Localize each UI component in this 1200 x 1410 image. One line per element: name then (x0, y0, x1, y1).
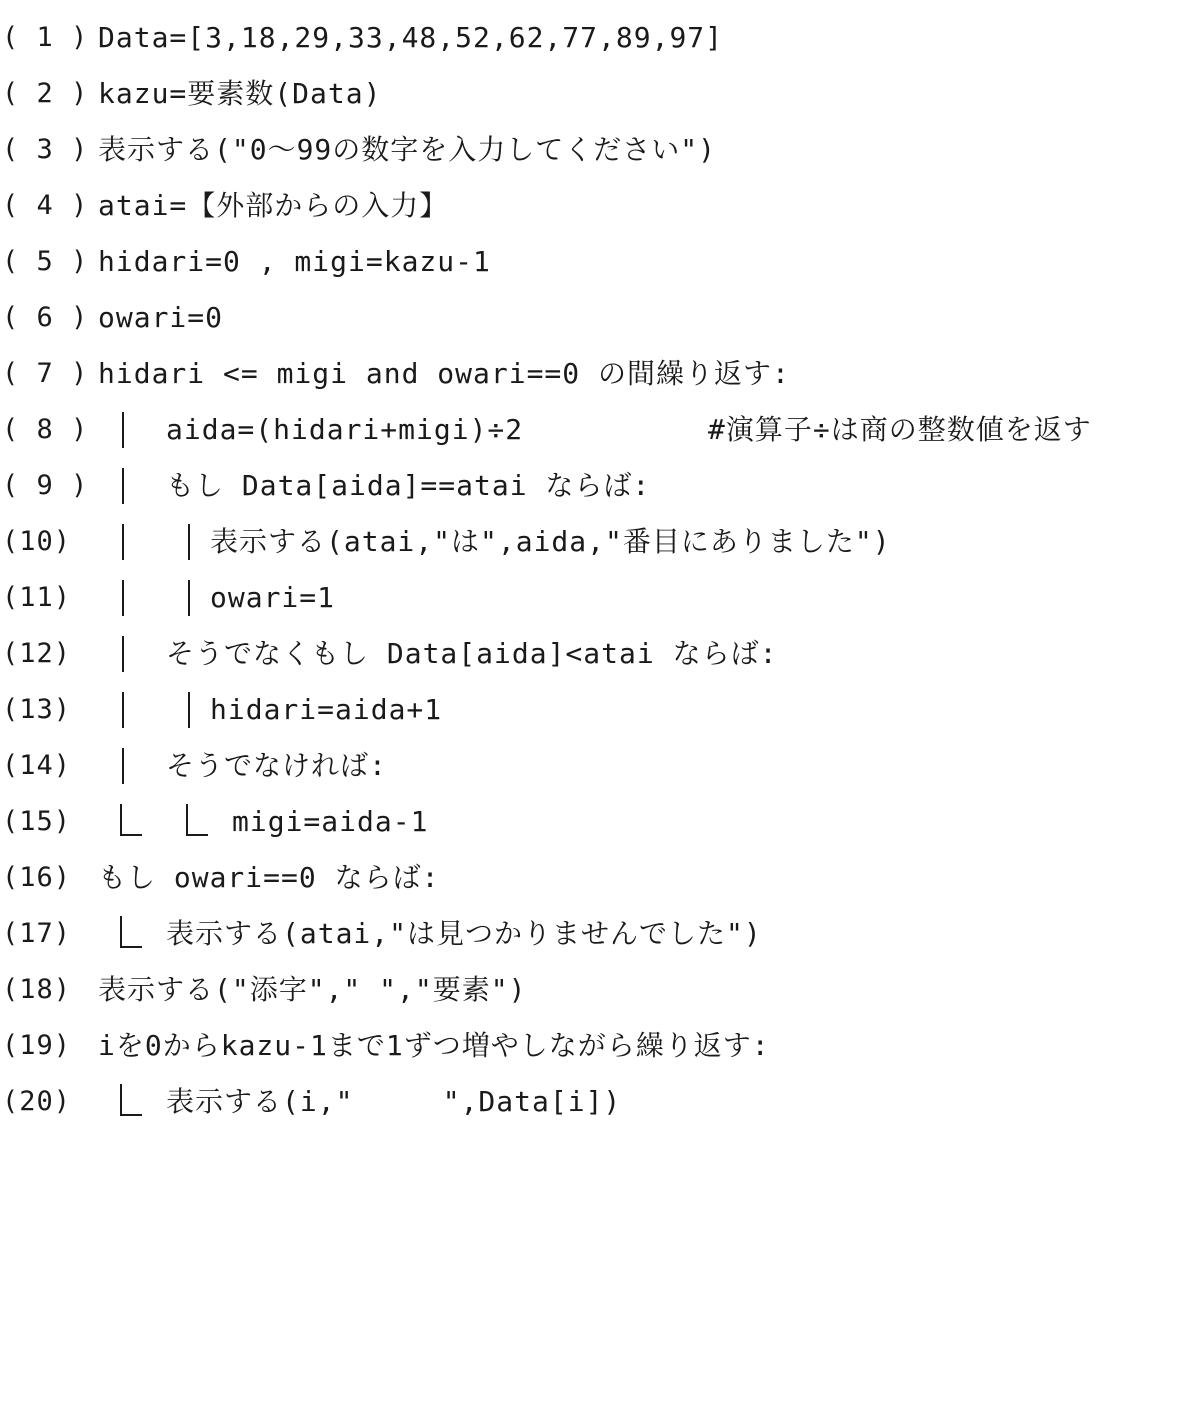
block-end-corner (120, 946, 142, 948)
code-text: もし Data[aida]==atai ならば: (166, 469, 651, 502)
code-text: owari=1 (210, 581, 336, 614)
code-text: 表示する("0〜99の数字を入力してください") (98, 133, 717, 166)
code-text: もし owari==0 ならば: (98, 861, 440, 894)
code-text: migi=aida-1 (232, 805, 429, 838)
code-text: iを0からkazu-1まで1ずつ増やしながら繰り返す: (98, 1029, 770, 1062)
code-line-14 (0, 738, 1200, 794)
block-end-corner (120, 916, 122, 946)
code-line-12 (0, 626, 1200, 682)
indent-bar (188, 692, 190, 728)
code-line-17 (0, 906, 1200, 962)
indent-bar (188, 580, 190, 616)
line-number: (12) (2, 638, 72, 669)
code-line-6 (0, 290, 1200, 346)
line-number: (15) (2, 806, 72, 837)
line-number: ( 3 ) (2, 134, 89, 165)
block-end-corner (120, 1114, 142, 1116)
code-text: hidari=aida+1 (210, 693, 443, 726)
line-number: ( 8 ) (2, 414, 89, 445)
line-number: (17) (2, 918, 72, 949)
block-end-corner (186, 804, 188, 834)
block-end-corner (120, 804, 122, 834)
code-line-16 (0, 850, 1200, 906)
code-line-20 (0, 1074, 1200, 1130)
code-line-1 (0, 10, 1200, 66)
indent-bar (122, 636, 124, 672)
line-number: ( 7 ) (2, 358, 89, 389)
line-number: ( 6 ) (2, 302, 89, 333)
line-number: (19) (2, 1030, 72, 1061)
line-number: ( 5 ) (2, 246, 89, 277)
code-line-9 (0, 458, 1200, 514)
code-text: atai=【外部からの入力】 (98, 189, 449, 222)
code-line-18 (0, 962, 1200, 1018)
line-number: ( 1 ) (2, 22, 89, 53)
code-text: aida=(hidari+migi)÷2 (166, 413, 524, 446)
code-text: kazu=要素数(Data) (98, 77, 382, 110)
code-text: そうでなくもし Data[aida]<atai ならば: (166, 637, 778, 670)
code-line-4 (0, 178, 1200, 234)
indent-bar (122, 580, 124, 616)
line-number: (16) (2, 862, 72, 893)
code-text: Data=[3,18,29,33,48,52,62,77,89,97] (98, 21, 724, 54)
line-number: (10) (2, 526, 72, 557)
code-line-2 (0, 66, 1200, 122)
code-comment: #演算子÷は商の整数値を返す (708, 413, 1092, 446)
block-end-corner (120, 834, 142, 836)
line-number: (14) (2, 750, 72, 781)
code-line-19 (0, 1018, 1200, 1074)
line-number: ( 4 ) (2, 190, 89, 221)
code-text: 表示する(i," ",Data[i]) (166, 1085, 622, 1118)
line-number: (18) (2, 974, 72, 1005)
indent-bar (122, 748, 124, 784)
line-number: (11) (2, 582, 72, 613)
code-text: 表示する(atai,"は見つかりませんでした") (166, 917, 762, 950)
indent-bar (122, 692, 124, 728)
block-end-corner (120, 1084, 122, 1114)
code-text: hidari=0 , migi=kazu-1 (98, 245, 491, 278)
code-line-5 (0, 234, 1200, 290)
code-text: そうでなければ: (166, 749, 387, 782)
code-text: owari=0 (98, 301, 224, 334)
code-line-11 (0, 570, 1200, 626)
code-line-7 (0, 346, 1200, 402)
code-text: 表示する("添字"," ","要素") (98, 973, 527, 1006)
code-line-15 (0, 794, 1200, 850)
line-number: ( 2 ) (2, 78, 89, 109)
code-line-3 (0, 122, 1200, 178)
indent-bar (188, 524, 190, 560)
block-end-corner (186, 834, 208, 836)
line-number: (13) (2, 694, 72, 725)
line-number: (20) (2, 1086, 72, 1117)
pseudocode-listing (0, 10, 1200, 1130)
code-line-10 (0, 514, 1200, 570)
indent-bar (122, 468, 124, 504)
indent-bar (122, 412, 124, 448)
code-line-13 (0, 682, 1200, 738)
code-line-8 (0, 402, 1200, 458)
code-text: hidari <= migi and owari==0 の間繰り返す: (98, 357, 790, 390)
code-text: 表示する(atai,"は",aida,"番目にありました") (210, 525, 891, 558)
indent-bar (122, 524, 124, 560)
line-number: ( 9 ) (2, 470, 89, 501)
